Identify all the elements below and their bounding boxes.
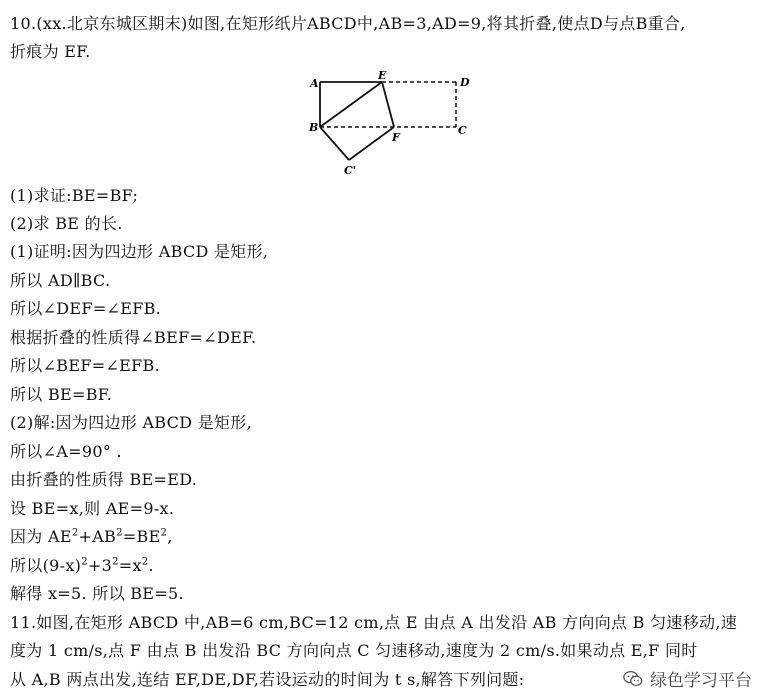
problem11-line2: 度为 1 cm/s,点 F 由点 B 出发沿 BC 方向向点 C 匀速移动,速度为 2 cm/s.如果动点 E,F 同时 [10,641,698,660]
exponent: 2 [71,527,79,539]
wechat-icon [622,668,644,690]
solution-line-6: 所以 BE=BF. [10,385,113,404]
segment-EF [382,82,394,127]
solution-line-2: 所以 AD∥BC. [10,271,111,290]
solution-line-4: 根据折叠的性质得∠BEF=∠DEF. [10,328,257,347]
exponent: 2 [141,556,149,568]
eq11-part-a: 因为 AE [10,527,72,546]
eq11-part-b: +AB [78,527,117,546]
solution-line-13: 解得 x=5. 所以 BE=5. [10,584,184,603]
problem10-line1: 10.(xx.北京东城区期末)如图,在矩形纸片ABCD中,AB=3,AD=9,将其折叠,使点D与点B重合, [10,14,686,33]
fold-diagram-svg [300,70,480,180]
label-C: C [458,124,467,137]
exponent: 2 [112,556,119,568]
label-E: E [378,70,387,82]
solution-line-3: 所以∠DEF=∠EFB. [10,299,162,318]
eq12-part-b: +3 [87,556,113,575]
eq12-part-a: 所以(9-x) [10,556,82,575]
watermark [618,666,756,691]
problem11-line3: 从 A,B 两点出发,连结 EF,DE,DF,若设运动的时间为 t s,解答下列问题: [10,670,525,689]
watermark-text: 绿色学习平台 [650,671,752,691]
segment-BC-prime [320,127,349,160]
eq11-part-c: =BE [122,527,161,546]
solution-line-9: 由折叠的性质得 BE=ED. [10,470,198,489]
problem10-line2: 折痕为 EF. [10,42,91,61]
label-F: F [392,131,400,144]
solution-line-7: (2)解:因为四边形 ABCD 是矩形, [10,413,252,432]
solution-line-5: 所以∠BEF=∠EFB. [10,356,160,375]
label-C-prime: C' [344,164,357,177]
label-D: D [460,76,470,89]
question-1: (1)求证:BE=BF; [10,186,139,205]
problem11-line1: 11.如图,在矩形 ABCD 中,AB=6 cm,BC=12 cm,点 E 由点 A 出发沿 AB 方向向点 B 匀速移动,速 [10,613,738,632]
exponent: 2 [116,527,123,539]
label-B: B [309,121,319,134]
segment-FC-prime [349,127,394,160]
solution-line-11 [10,527,173,547]
label-A: A [310,77,319,90]
segment-BE [320,82,382,127]
eq11-part-d: , [167,527,173,546]
solution-line-10: 设 BE=x,则 AE=9-x. [10,499,175,518]
solution-line-8: 所以∠A=90° . [10,442,122,461]
exponent: 2 [81,556,88,568]
exponent: 2 [160,527,168,539]
solution-line-1: (1)证明:因为四边形 ABCD 是矩形, [10,242,269,261]
fold-figure [300,70,480,180]
question-2: (2)求 BE 的长. [10,214,123,233]
solution-line-12 [10,556,154,576]
eq12-part-c: =x [118,556,142,575]
eq12-part-d: . [148,556,154,575]
